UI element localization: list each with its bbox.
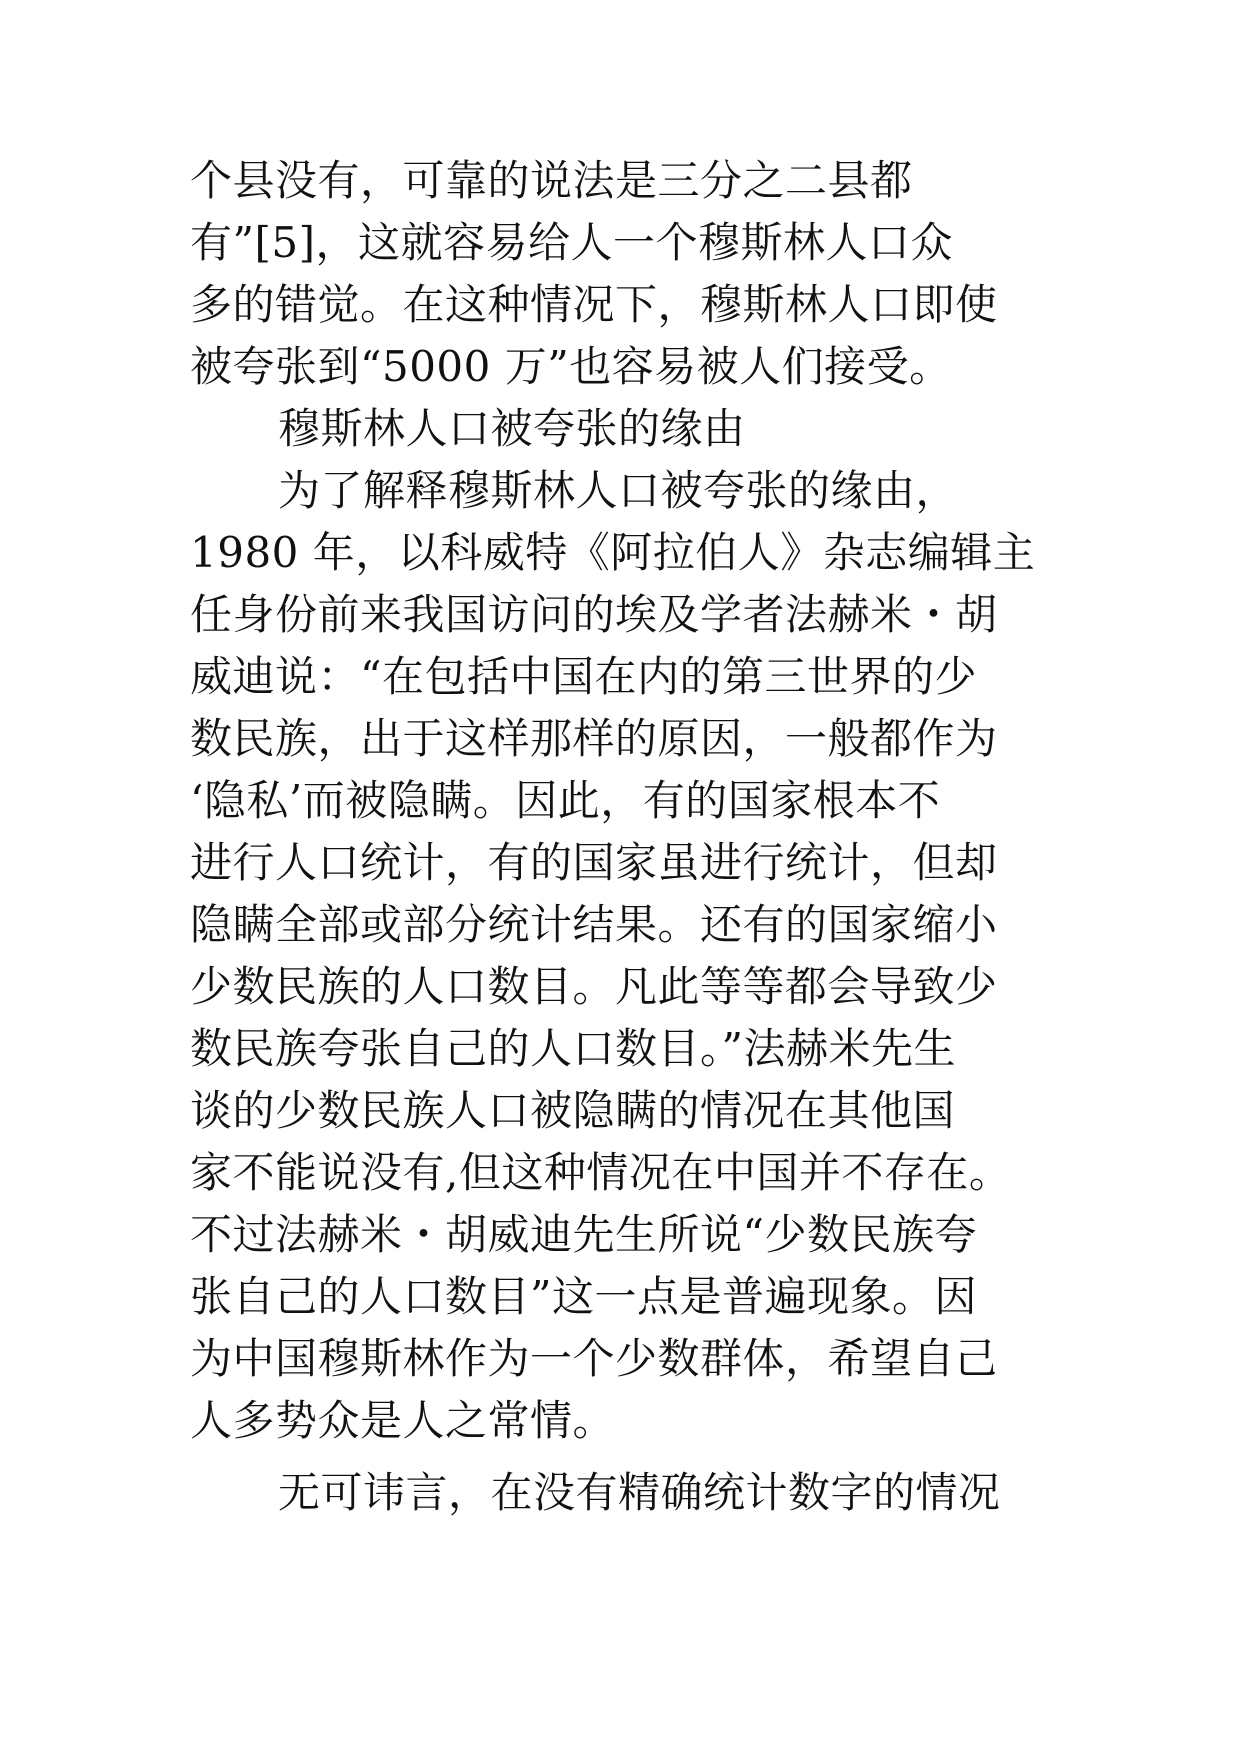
text-line: 为中国穆斯林作为一个少数群体，希望自己 xyxy=(190,1334,998,1383)
text-line: 不过法赫米・胡威迪先生所说“少数民族夸 xyxy=(190,1210,977,1259)
text-line: 任身份前来我国访问的埃及学者法赫米・胡 xyxy=(190,590,998,639)
text-line: 个县没有，可靠的说法是三分之二县都 xyxy=(190,156,913,205)
text-line: 谈的少数民族人口被隐瞒的情况在其他国 xyxy=(190,1086,956,1135)
text-line: 进行人口统计，有的国家虽进行统计，但却 xyxy=(190,838,998,887)
text-line: 人多势众是人之常情。 xyxy=(190,1396,616,1445)
text-line: 1980 年，以科威特《阿拉伯人》杂志编辑主 xyxy=(190,528,1036,577)
text-line: 隐瞒全部或部分统计结果。还有的国家缩小 xyxy=(190,900,998,949)
text-line: 威迪说：“在包括中国在内的第三世界的少 xyxy=(190,652,977,701)
text-line: 少数民族的人口数目。凡此等等都会导致少 xyxy=(190,962,998,1011)
text-line: ‘隐私’而被隐瞒。因此，有的国家根本不 xyxy=(190,776,941,825)
text-line: 家不能说没有,但这种情况在中国并不存在。 xyxy=(190,1148,1012,1197)
text-line: 为了解释穆斯林人口被夸张的缘由， xyxy=(278,466,959,515)
section-heading: 穆斯林人口被夸张的缘由 xyxy=(278,404,746,453)
text-line: 有”[5]，这就容易给人一个穆斯林人口众 xyxy=(190,218,953,267)
text-line: 张自己的人口数目”这一点是普遍现象。因 xyxy=(190,1272,977,1321)
body-text xyxy=(190,150,1070,1524)
text-line: 多的错觉。在这种情况下，穆斯林人口即使 xyxy=(190,280,998,329)
text-line: 数民族，出于这样那样的原因，一般都作为 xyxy=(190,714,998,763)
text-line: 被夸张到“5000 万”也容易被人们接受。 xyxy=(190,342,952,391)
text-line: 数民族夸张自己的人口数目。”法赫米先生 xyxy=(190,1024,956,1073)
text-line: 无可讳言，在没有精确统计数字的情况 xyxy=(278,1468,1001,1517)
